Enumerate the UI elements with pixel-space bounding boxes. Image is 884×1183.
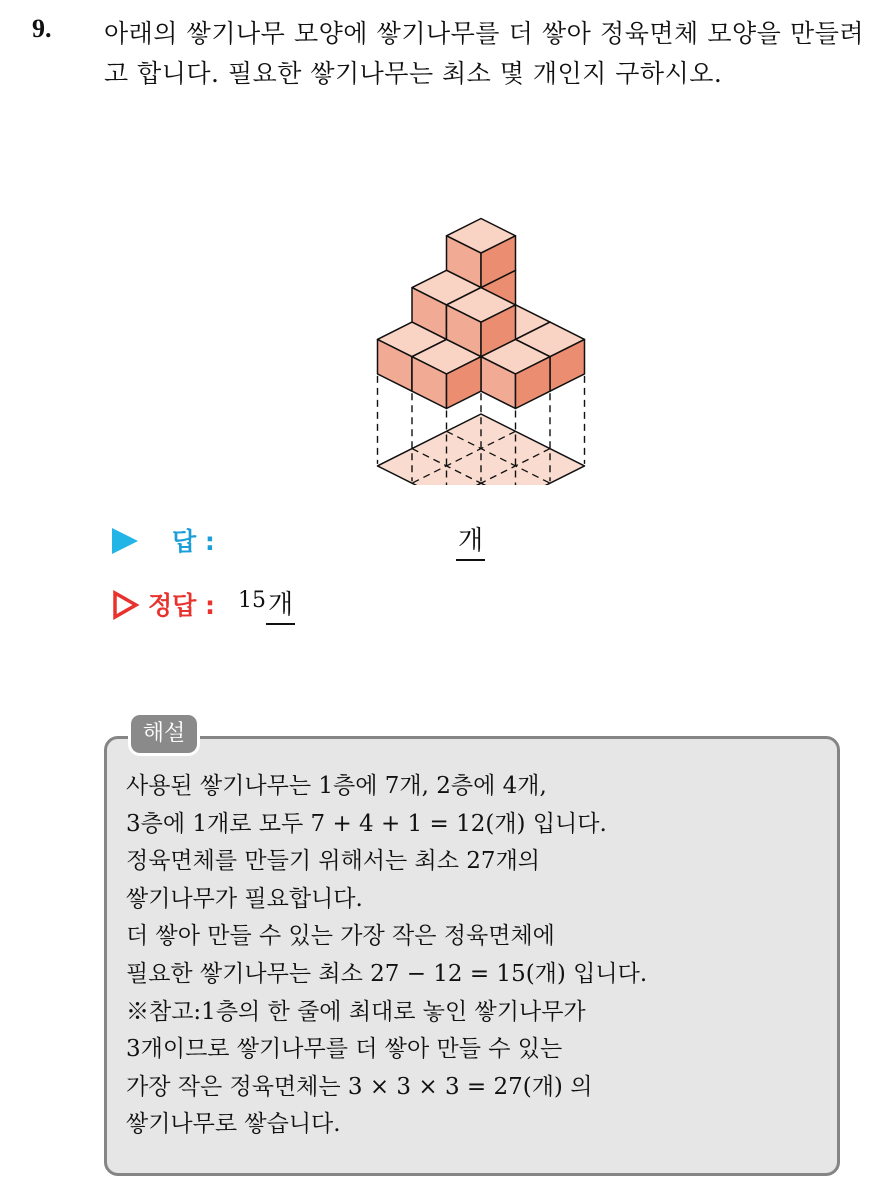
explanation-line: 3개이므로 쌓기나무를 더 쌓아 만들 수 있는: [126, 1036, 563, 1063]
explanation-tab: 해설: [128, 712, 200, 756]
explanation-line: 가장 작은 정육면체는 3 × 3 × 3 = 27(개) 의: [126, 1073, 593, 1100]
explanation-line: 필요한 쌓기나무는 최소 27 − 12 = 15(개) 입니다.: [126, 960, 648, 987]
question-text: 아래의 쌓기나무 모양에 쌓기나무를 더 쌓아 정육면체 모양을 만들려고 합니다. 필요한 쌓기나무는 최소 몇 개인지 구하시오.: [104, 19, 864, 88]
solid-triangle-right-icon: [112, 528, 138, 554]
explanation-line: ※참고:1층의 한 줄에 최대로 놓인 쌓기나무가: [126, 998, 586, 1025]
correct-answer-row: [108, 584, 608, 628]
explanation-line: 3층에 1개로 모두 7 + 4 + 1 = 12(개) 입니다.: [126, 810, 607, 837]
hollow-triangle-right-icon: [112, 590, 140, 620]
explanation-line: 쌓기나무가 필요합니다.: [126, 885, 363, 912]
explanation-text: [126, 768, 826, 1144]
correct-answer-label: 정답 :: [148, 591, 216, 620]
explanation-line: 쌓기나무로 쌓습니다.: [126, 1111, 341, 1138]
question-number: 9.: [32, 14, 52, 43]
answer-row: [108, 520, 608, 564]
answer-unit: 개: [456, 520, 485, 561]
stacked-cubes-figure: [360, 140, 600, 485]
explanation-line: 더 쌓아 만들 수 있는 가장 작은 정육면체에: [126, 923, 555, 950]
correct-answer-value: 15: [238, 588, 266, 613]
cube-stack: [378, 219, 585, 409]
answer-label: 답 :: [172, 527, 215, 556]
explanation-line: 사용된 쌓기나무는 1층에 7개, 2층에 4개,: [126, 773, 547, 799]
correct-answer-unit: 개: [266, 584, 295, 625]
base-outline: [378, 414, 585, 485]
explanation-line: 정육면체를 만들기 위해서는 최소 27개의: [126, 848, 540, 875]
base-floor-plan: [378, 414, 585, 485]
